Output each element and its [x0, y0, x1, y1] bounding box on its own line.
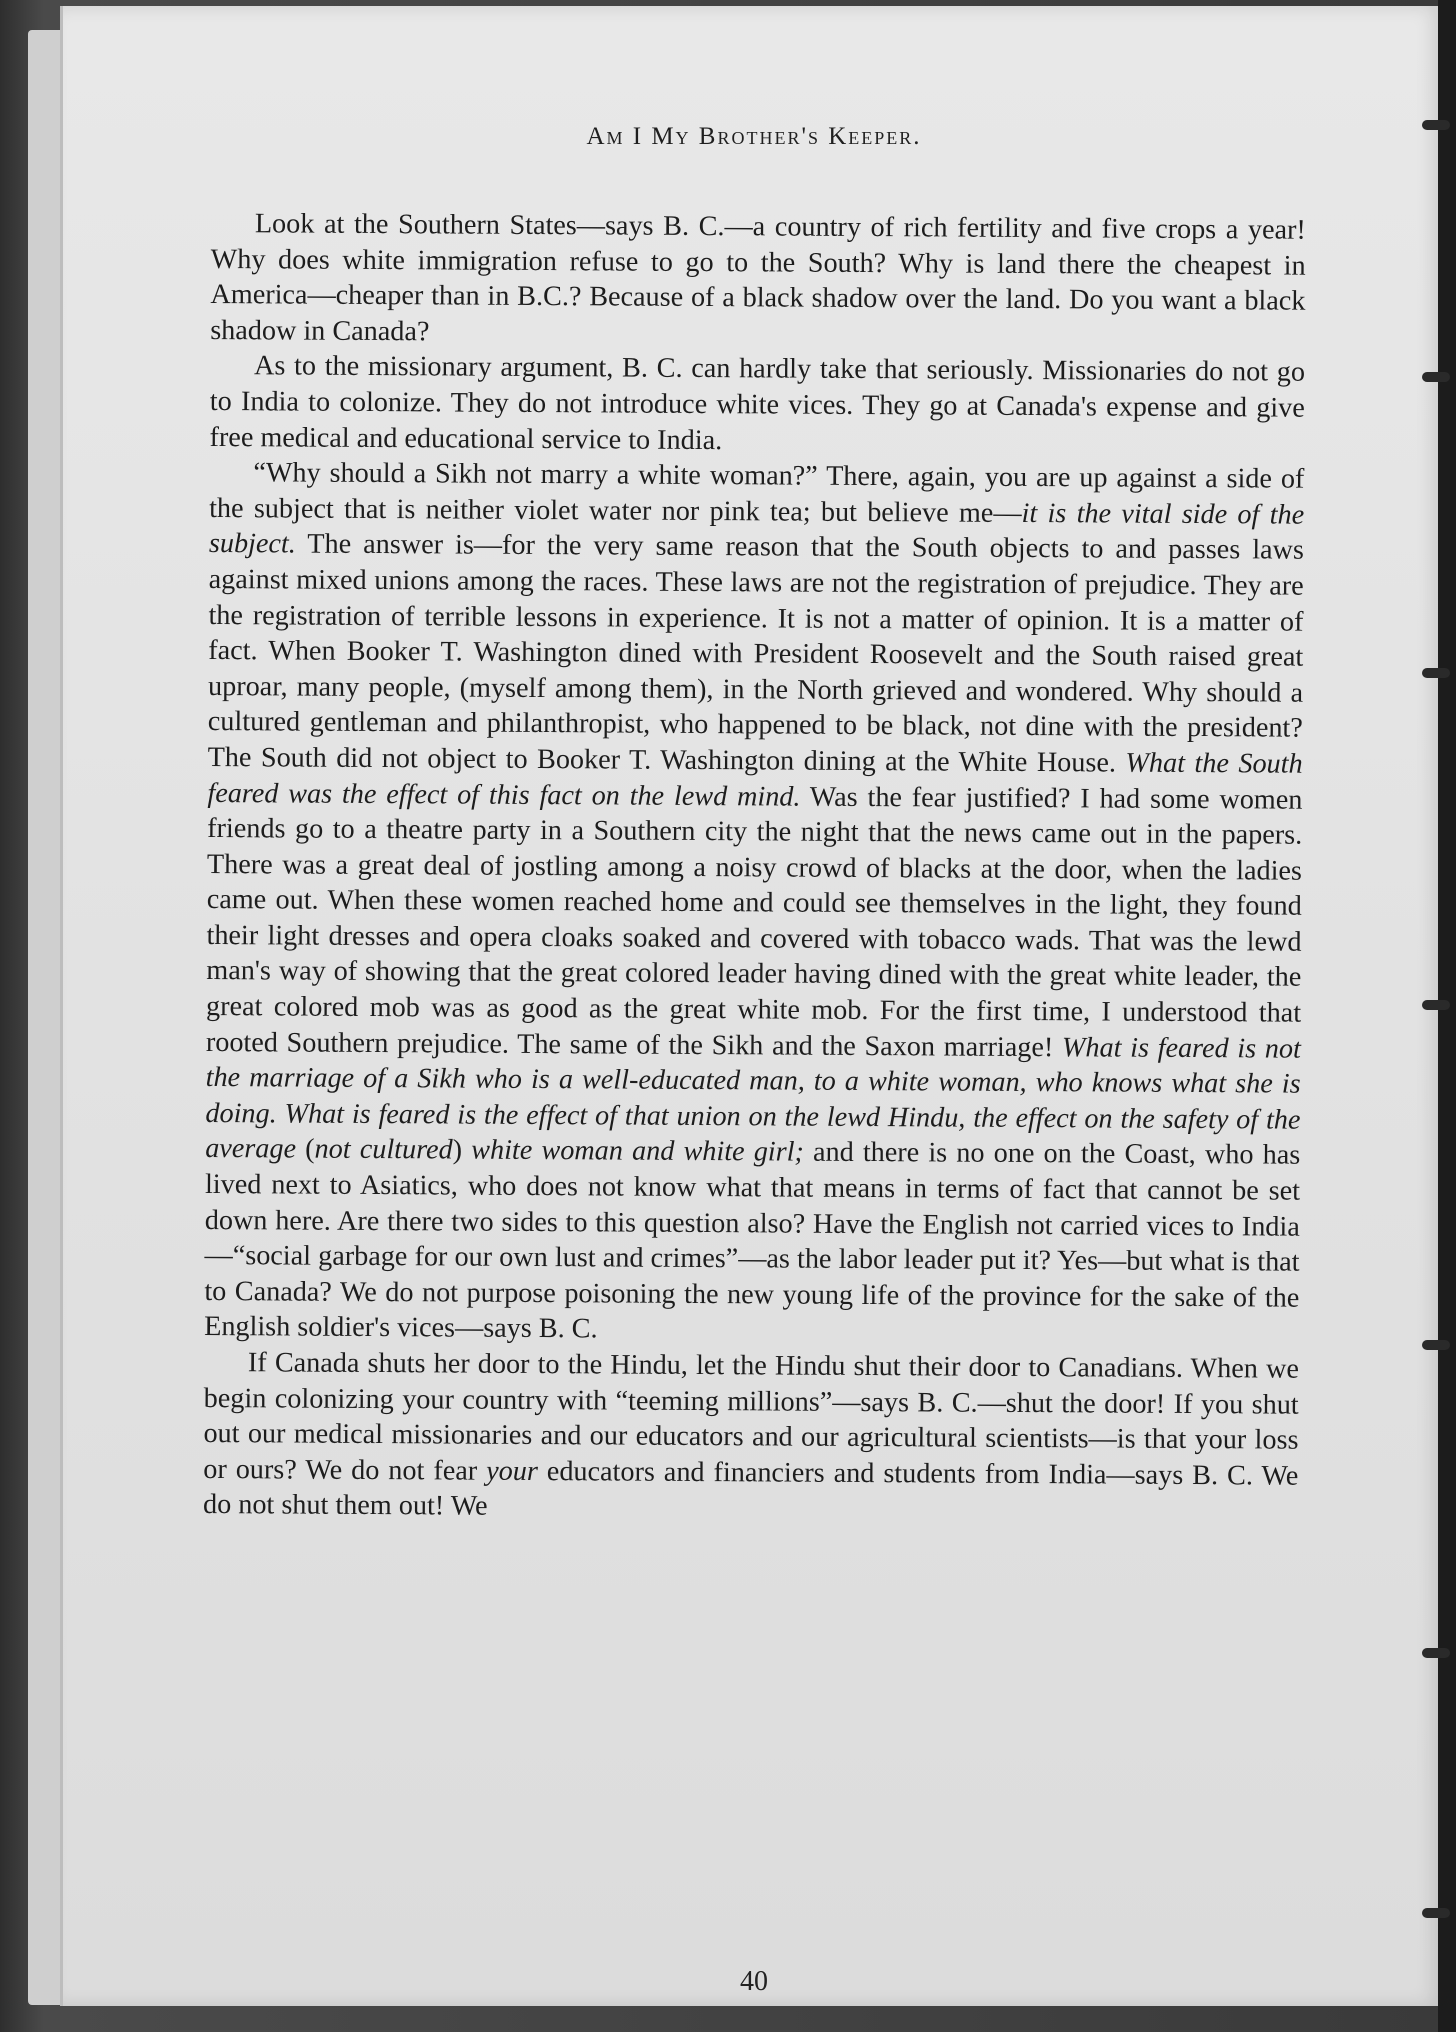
- text-run: educators and financiers and students from India—says B. C. We do not shut them out! We: [202, 1455, 1299, 1523]
- text-run: If Canada shuts her door to the Hindu, let the Hindu shut their door to Canadians. When we begin colonizing your country with “teeming millions”—says B. C.—shut the door! If you shut out our medical missionaries and our educators and our agricultural scientists—is that your loss or ours? We do not fear: [203, 1347, 1300, 1487]
- paragraph: [209, 348, 1305, 461]
- text-run: ): [452, 1134, 472, 1167]
- binding-ring: [1422, 372, 1450, 382]
- paragraph: [210, 206, 1306, 355]
- binding-edge: [1438, 0, 1456, 2032]
- italic-run: white woman and white girl;: [471, 1135, 804, 1169]
- text-run: and there is no one on the Coast, who has lived next to Asiatics, who does not know what that means in terms of fact that cannot be set down here. Are there two sides to this question also? Have the English not carried vices to India—“social garbage for our own lust and crimes”—as the labor leader put it? Yes—but what is that to Canada? We do not purpose poisoning the new young life of the province for the sake of the English soldier's vices—says B. C.: [204, 1137, 1301, 1345]
- italic-run: your: [486, 1455, 538, 1487]
- text-run: “Why should a Sikh not marry a white woman?” There, again, you are up against a side of the subject that is neither violet water nor pink tea; but believe me—: [209, 457, 1305, 529]
- book-page: [60, 6, 1445, 2006]
- text-run: Was the fear justified? I had some women friends go to a theatre party in a Southern city the night that the news came out in the papers. There was a great deal of jostling among a noisy crowd of blacks at the door, when the ladies came out. When these women reached home and could see themselves in the light, they found their light dresses and opera cloaks soaked and covered with tobacco wads. That was the lewd man's way of showing that the great colored leader having dined with the great white leader, the great colored mob was as good as the great white mob. For the first time, I understood that rooted Southern prejudice. The same of the Sikh and the Saxon marriage!: [205, 781, 1303, 1063]
- italic-run: What the South feared was the effect of this fact on the lewd mind.: [207, 747, 1303, 813]
- italic-run: it is the vital side of the subject.: [208, 497, 1305, 560]
- text-run: (: [295, 1133, 315, 1166]
- text-run: As to the missionary argument, B. C. can hardly take that seriously. Missionaries do not go to India to colonize. They do not introduce white vices. They go at Canada's expense and give free medical and educational service to India.: [209, 350, 1306, 456]
- binding-ring: [1422, 668, 1450, 678]
- paragraph: [204, 455, 1304, 1352]
- italic-run: What is feared is not the marriage of a Sikh who is a well-educated man, to a white woman, who knows what she is doing. What is feared is the effect of that union on the lewd Hindu, the effect on the safety of the average: [205, 1031, 1301, 1165]
- binding-ring: [1422, 1000, 1450, 1010]
- binding-ring: [1422, 120, 1450, 130]
- running-head: Am I My Brother's Keeper.: [586, 123, 922, 150]
- text-run: Look at the Southern States—says B. C.—a country of rich fertility and five crops a year! Why does white immigration refuse to go to the South? Why is land there the cheapest in America—cheaper than in B.C.? Because of a black shadow over the land. Do you want a black shadow in Canada?: [210, 208, 1306, 348]
- binding-ring: [1422, 1340, 1450, 1350]
- text-run: The answer is—for the very same reason that the South objects to and passes laws against mixed unions among the races. These laws are not the registration of prejudice. They are the registration of terrible lessons in experience. It is not a matter of opinion. It is a matter of fact. When Booker T. Washington dined with President Roosevelt and the South raised great uproar, many people, (myself among them), in the North grieved and wondered. Why should a cultured gentleman and philanthropist, who happened to be black, not dine with the president? The South did not object to Booker T. Washington dining at the White House.: [207, 528, 1305, 779]
- italic-run: not cultured: [314, 1134, 453, 1166]
- page-number: 40: [740, 1966, 768, 1997]
- body-text: [203, 206, 1306, 1530]
- paragraph: [203, 1345, 1299, 1530]
- binding-ring: [1422, 1648, 1450, 1658]
- binding-ring: [1422, 1908, 1450, 1918]
